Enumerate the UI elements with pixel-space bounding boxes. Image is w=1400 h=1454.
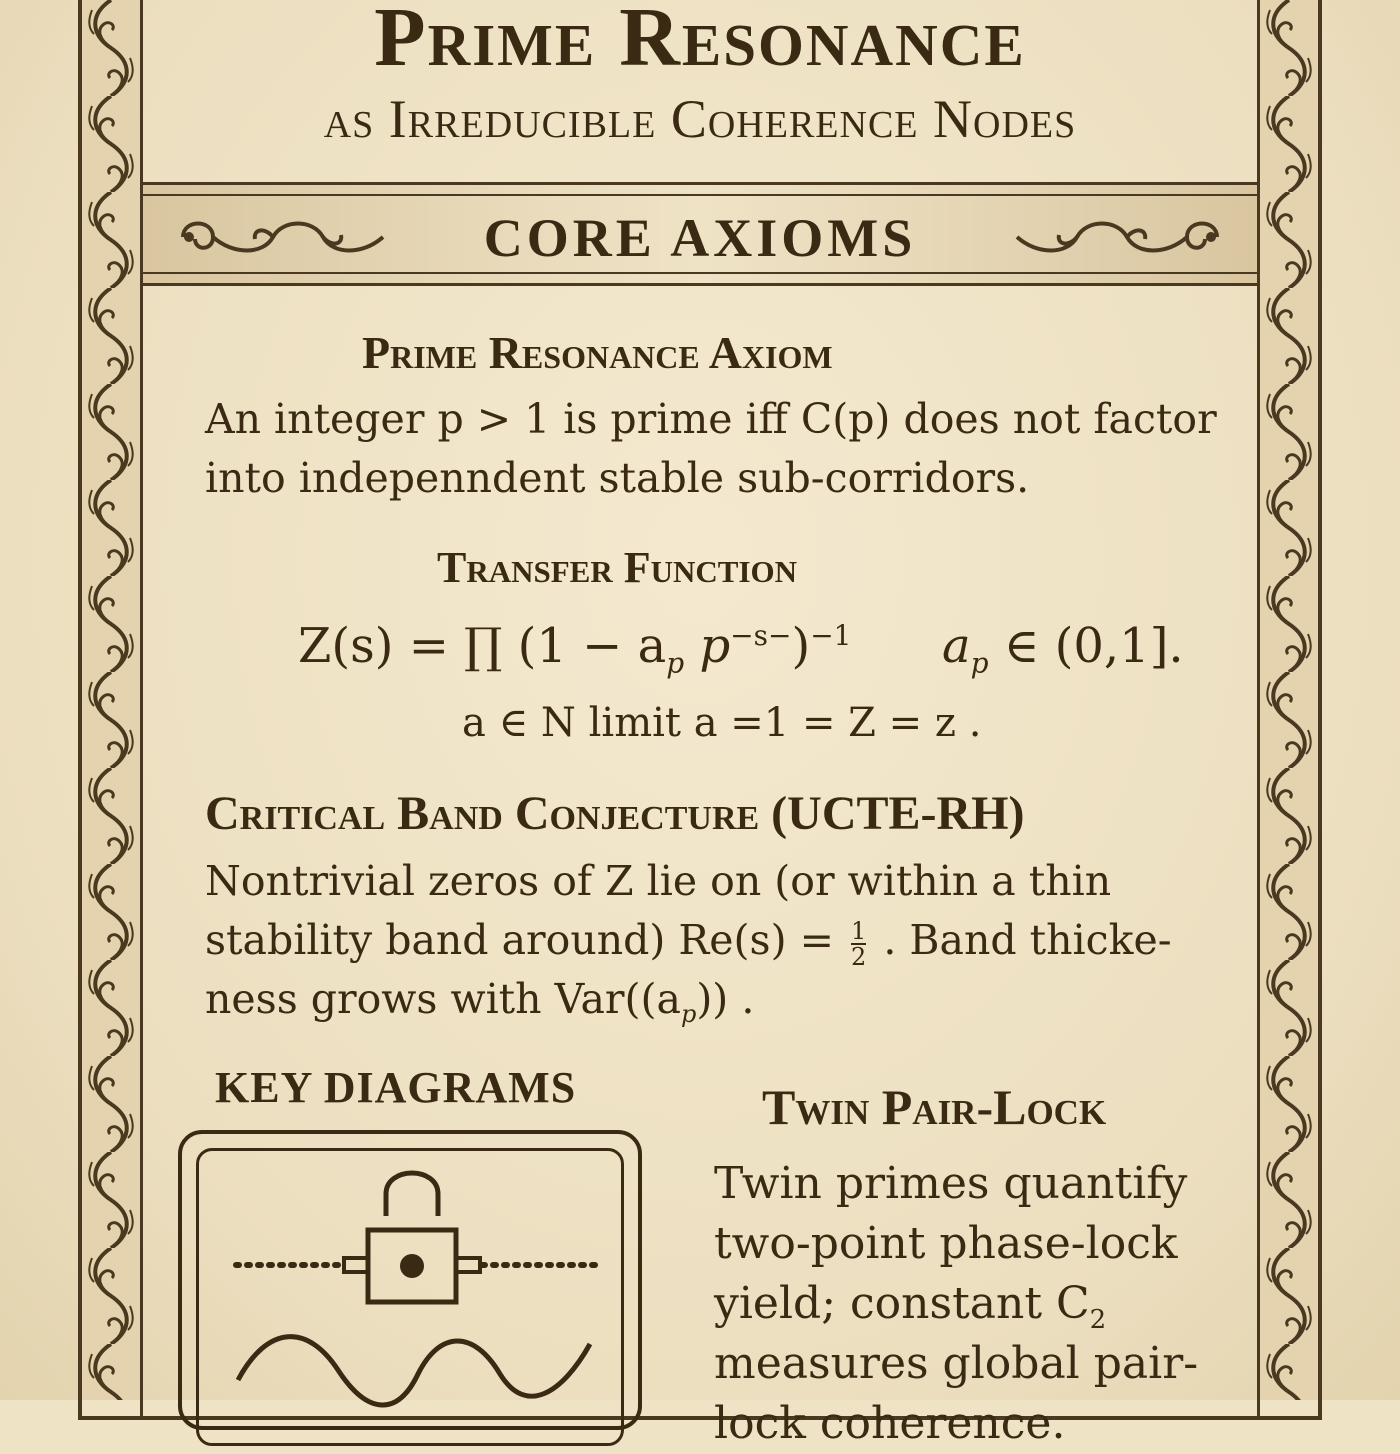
formula-cond-sub: p [970, 646, 989, 680]
formula-tail: ) [791, 618, 811, 674]
transfer-heading: Transfer Function [437, 543, 798, 592]
padlock-icon [344, 1173, 480, 1302]
page-title: Prime Resonance [374, 0, 1026, 84]
formula-cond-rest: ∈ (0,1]. [988, 618, 1184, 674]
formula-mid: p [684, 618, 731, 674]
axiom-line-1: An integer p > 1 is prime iff C(p) does not factor [205, 395, 1217, 443]
formula-sup: −s− [730, 619, 792, 652]
banner-title: CORE AXIOMS [483, 208, 917, 268]
fraction-denominator: 2 [851, 942, 867, 971]
section-banner [143, 182, 1257, 286]
key-diagram-panel [178, 1130, 642, 1430]
inner-rule-right [1257, 0, 1260, 1420]
twin-heading: Twin Pair-Lock [762, 1079, 1107, 1135]
diagrams-heading: KEY DIAGRAMS [215, 1063, 577, 1112]
conjecture-line-2b: . Band thicke- [870, 916, 1172, 964]
conjecture-line-3 [205, 970, 754, 1044]
fraction-numerator: 1 [851, 916, 867, 945]
conjecture-line-2a: stability band around) Re(s) = [205, 916, 847, 964]
formula-cond-a: a [942, 618, 971, 674]
twin-line-3a: yield; constant C [714, 1278, 1090, 1329]
key-diagram-art [182, 1134, 646, 1434]
page-subtitle: as Irreducible Coherence Nodes [323, 89, 1077, 149]
twin-line-5: lock coherence. [714, 1398, 1066, 1449]
conjecture-line-1: Nontrivial zeros of Z lie on (or within a thin [205, 857, 1112, 905]
twin-line-1: Twin primes quantify [714, 1158, 1188, 1209]
twin-line-2: two-point phase-lock [714, 1218, 1178, 1269]
transfer-formula [298, 618, 1184, 680]
axiom-line-2: into indepenndent stable sub-corridors. [205, 454, 1030, 502]
conjecture-line-3-sub: p [680, 1000, 697, 1029]
formula-exp: −1 [810, 619, 852, 652]
conjecture-line-2 [205, 911, 1172, 970]
formula-lhs: Z(s) = ∏ (1 − a [298, 618, 667, 674]
axiom-heading: Prime Resonance Axiom [362, 327, 833, 378]
conjecture-line-3a: ness grows with Var((a [205, 975, 681, 1023]
fraction-one-half [851, 916, 867, 971]
conjecture-line-3b: )) . [696, 975, 755, 1023]
twin-line-3-sub: 2 [1089, 1304, 1107, 1335]
scroll-ornament-icon [997, 205, 1247, 269]
twin-line-4: measures global pair- [714, 1338, 1199, 1389]
transfer-limit-line: a ∈ N limit a =1 = Z = z . [462, 700, 982, 746]
wave-icon [238, 1337, 590, 1405]
conjecture-heading: Critical Band Conjecture (UCTE-RH) [205, 787, 1025, 840]
formula-sub: p [666, 646, 685, 680]
